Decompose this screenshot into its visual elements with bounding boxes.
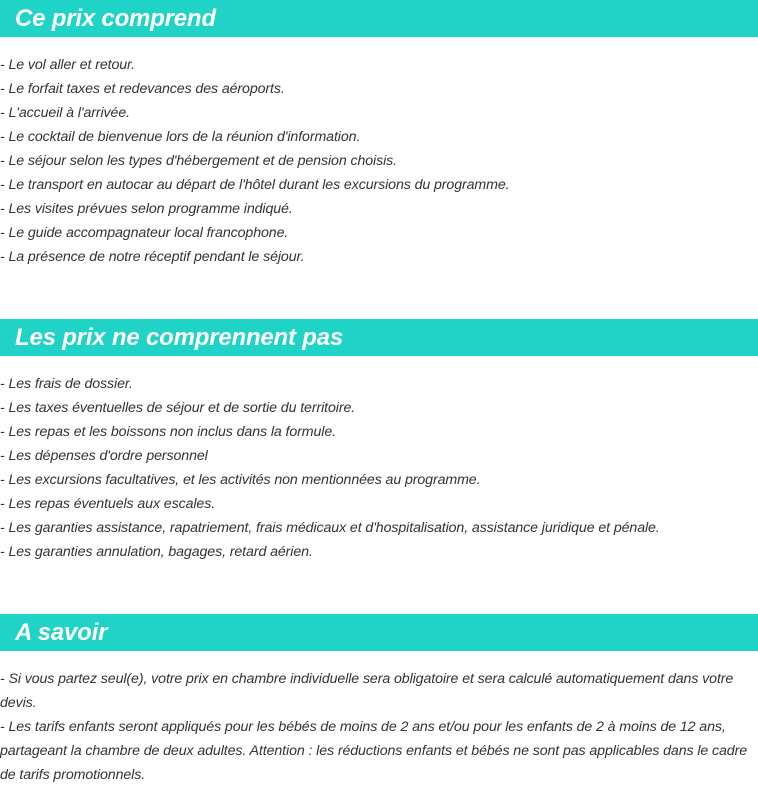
list-item: - Les dépenses d'ordre personnel xyxy=(0,448,208,464)
list-item: - Le forfait taxes et redevances des aéroports. xyxy=(0,81,285,97)
list-item: - Les frais de dossier. xyxy=(0,376,133,392)
section-title: Les prix ne comprennent pas xyxy=(15,323,344,351)
list-item: - Le guide accompagnateur local francophone. xyxy=(0,225,289,241)
list-item: - Les garanties assistance, rapatriement, frais médicaux et d'hospitalisation, assistance juridique et pénale. xyxy=(0,520,660,536)
section-price-includes xyxy=(0,0,758,269)
list-item: - Les tarifs enfants seront appliqués pour les bébés de moins de 2 ans et/ou pour les enfants de 2 à moins de 12 ans, partageant la chambre de deux adultes. Attention : les réductions enfants et bébés ne sont pas applicables dans le cadre de tarifs promotionnels. xyxy=(0,719,748,783)
section-header xyxy=(0,614,758,651)
section-header xyxy=(0,0,758,37)
list-item: - Les garanties annulation, bagages, retard aérien. xyxy=(0,544,313,560)
section-header xyxy=(0,319,758,356)
section-title: A savoir xyxy=(15,618,108,646)
list-item: - Les visites prévues selon programme indiqué. xyxy=(0,201,293,217)
list-item: - Le séjour selon les types d'hébergement et de pension choisis. xyxy=(0,153,397,169)
list-item: - Les excursions facultatives, et les activités non mentionnées au programme. xyxy=(0,472,481,488)
section-price-excludes xyxy=(0,319,758,564)
item-list xyxy=(0,372,758,564)
list-item: - L'accueil à l'arrivée. xyxy=(0,105,130,121)
section-title: Ce prix comprend xyxy=(15,4,216,32)
list-item: - Le cocktail de bienvenue lors de la réunion d'information. xyxy=(0,129,361,145)
list-item: - Le transport en autocar au départ de l'hôtel durant les excursions du programme. xyxy=(0,177,510,193)
list-item: - Les repas et les boissons non inclus dans la formule. xyxy=(0,424,336,440)
item-list xyxy=(0,667,758,787)
list-item: - Le vol aller et retour. xyxy=(0,57,135,73)
list-item: - Les repas éventuels aux escales. xyxy=(0,496,216,512)
item-list xyxy=(0,53,758,269)
section-good-to-know xyxy=(0,614,758,787)
list-item: - Les taxes éventuelles de séjour et de sortie du territoire. xyxy=(0,400,356,416)
list-item: - Si vous partez seul(e), votre prix en chambre individuelle sera obligatoire et sera calculé automatiquement dans votre devis. xyxy=(0,671,734,711)
list-item: - La présence de notre réceptif pendant le séjour. xyxy=(0,249,305,265)
